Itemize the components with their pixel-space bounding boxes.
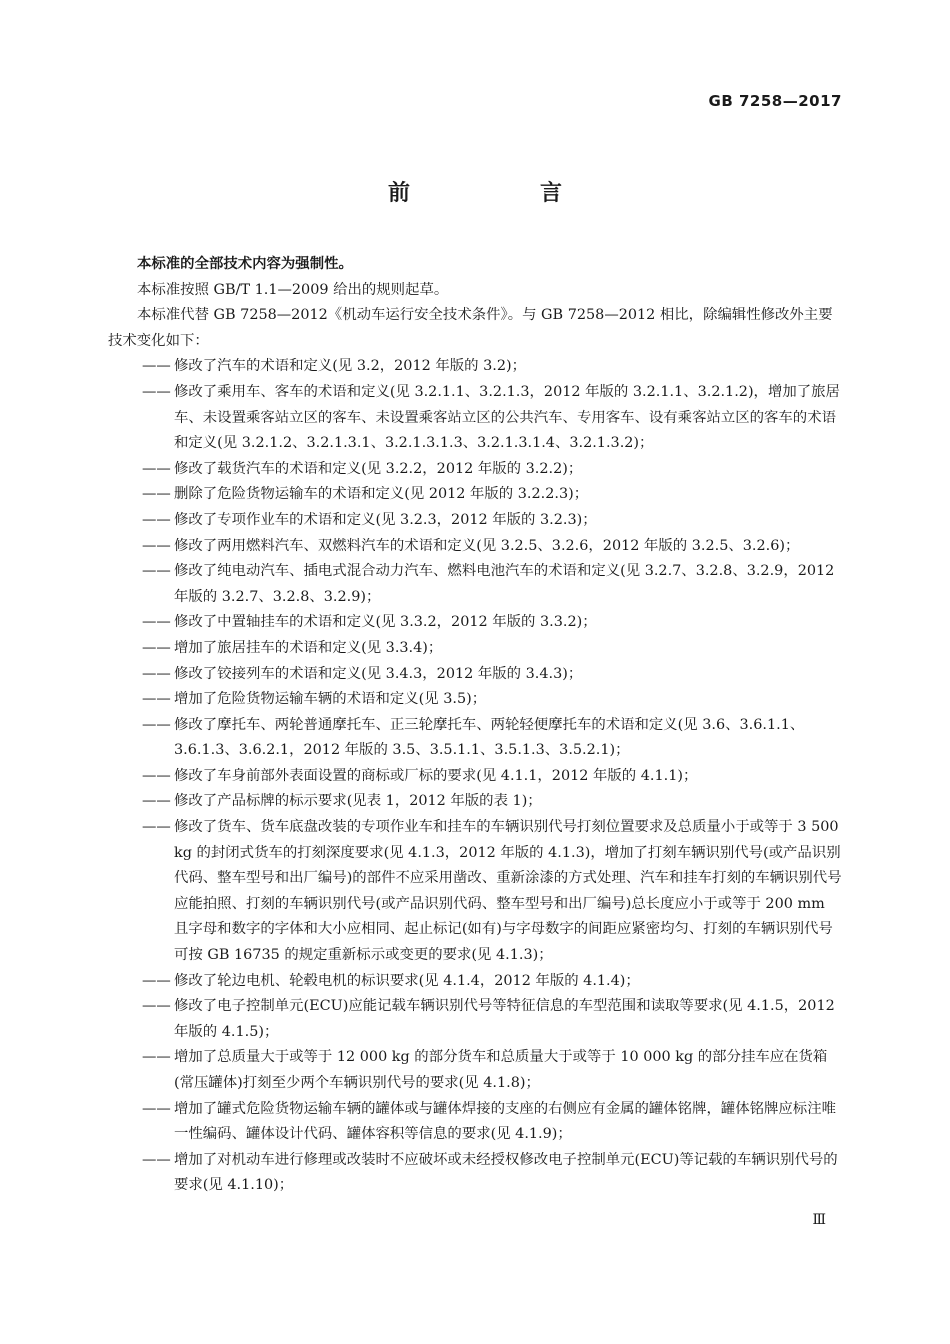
change-list-item (108, 662, 842, 688)
change-text: 修改了车身前部外表面设置的商标或厂标的要求(见 4.1.1，2012 年版的 4.1.1)； (174, 767, 698, 784)
list-dash: —— (142, 793, 171, 810)
list-dash: —— (142, 1100, 171, 1117)
change-list-item (108, 994, 842, 1045)
change-text: 修改了载货汽车的术语和定义(见 3.2.2，2012 年版的 3.2.2)； (174, 460, 583, 477)
change-list-item (108, 1097, 842, 1148)
change-text: 删除了危险货物运输车的术语和定义(见 2012 年版的 3.2.2.3)； (174, 486, 589, 503)
change-list-item (108, 789, 842, 815)
list-dash: —— (142, 716, 171, 733)
change-list-item (108, 559, 842, 610)
list-dash: —— (142, 511, 171, 528)
change-list-item (108, 1148, 842, 1199)
change-text: 修改了中置轴挂车的术语和定义(见 3.3.2，2012 年版的 3.3.2)； (174, 614, 597, 631)
change-text: 修改了乘用车、客车的术语和定义(见 3.2.1.1、3.2.1.3，2012 年版的 3.2.1.1、3.2.1.2)，增加了旅居车、未设置乘客站立区的客车、未设置乘客站立区的公共汽车、专用客车、设有乘客站立区的客车的术语和定义(见 3.2.1.2、3.2.1.3.1、3.2.1.3.1.3、3.2.1.3.1.4、3.2.1.3.2)； (174, 383, 840, 452)
list-dash: —— (142, 998, 171, 1015)
list-dash: —— (142, 383, 171, 400)
change-text: 修改了专项作业车的术语和定义(见 3.2.3，2012 年版的 3.2.3)； (174, 511, 597, 528)
list-dash: —— (142, 563, 171, 580)
change-list-item (108, 815, 842, 969)
change-text: 修改了纯电动汽车、插电式混合动力汽车、燃料电池汽车的术语和定义(见 3.2.7、3.2.8、3.2.9，2012 年版的 3.2.7、3.2.8、3.2.9)； (174, 563, 835, 605)
change-text: 修改了铰接列车的术语和定义(见 3.4.3，2012 年版的 3.4.3)； (174, 665, 583, 682)
change-text: 增加了对机动车进行修理或改装时不应破坏或未经授权修改电子控制单元(ECU)等记载的车辆识别代号的要求(见 4.1.10)； (174, 1151, 838, 1194)
change-list-item (108, 457, 842, 483)
list-dash: —— (142, 665, 171, 682)
change-list-item (108, 380, 842, 457)
change-list-item (108, 636, 842, 662)
list-dash: —— (142, 614, 171, 631)
change-text: 增加了罐式危险货物运输车辆的罐体或与罐体焊接的支座的右侧应有金属的罐体铭牌，罐体铭牌应标注唯一性编码、罐体设计代码、罐体容积等信息的要求(见 4.1.9)； (174, 1100, 836, 1143)
change-list-item (108, 1045, 842, 1096)
page-number: Ⅲ (812, 1212, 826, 1228)
list-dash: —— (142, 767, 171, 784)
change-text: 修改了货车、货车底盘改装的专项作业车和挂车的车辆识别代号打刻位置要求及总质量小于或等于 3 500 kg 的封闭式货车的打刻深度要求(见 4.1.3，2012 年版的 4.1.3)，增加了打刻车辆识别代号(或产品识别代码、整车型号和出厂编号)的部件不应采用凿改、重新涂漆的方式处理、汽车和挂车打刻的车辆识别代号应能拍照、打刻的车辆识别代号(或产品识别代码、整车型号和出厂编号)总长度应小于或等于 200 mm 且字母和数字的字体和大小应相同、起止标记(如有)与字母数字的间距应紧密均匀、打刻的车辆识别代号可按 GB 16735 的规定重新标示或变更的要求(见 4.1.3)； (174, 819, 842, 964)
standard-code: GB 7258—2017 (708, 92, 842, 110)
list-dash: —— (142, 819, 171, 836)
change-text: 修改了产品标牌的标示要求(见表 1，2012 年版的表 1)； (174, 793, 542, 810)
list-dash: —— (142, 1151, 171, 1168)
change-text: 修改了两用燃料汽车、双燃料汽车的术语和定义(见 3.2.5、3.2.6，2012 年版的 3.2.5、3.2.6)； (174, 537, 800, 554)
document-body (108, 252, 842, 1199)
change-text: 修改了摩托车、两轮普通摩托车、正三轮摩托车、两轮轻便摩托车的术语和定义(见 3.6、3.6.1.1、3.6.1.3、3.6.2.1，2012 年版的 3.5、3.5.1.1、3.5.1.3、3.5.2.1)； (174, 716, 805, 759)
change-list-item (108, 713, 842, 764)
mandatory-statement: 本标准的全部技术内容为强制性。 (137, 256, 353, 272)
change-list-item (108, 687, 842, 713)
list-dash: —— (142, 972, 171, 989)
change-text: 增加了总质量大于或等于 12 000 kg 的部分货车和总质量大于或等于 10 000 kg 的部分挂车应在货箱(常压罐体)打刻至少两个车辆识别代号的要求(见 4.1.8)； (174, 1049, 828, 1091)
list-dash: —— (142, 486, 171, 503)
change-text: 修改了电子控制单元(ECU)应能记载车辆识别代号等特征信息的车型范围和读取等要求(见 4.1.5，2012 年版的 4.1.5)； (174, 998, 835, 1040)
replacement-paragraph: 本标准代替 GB 7258—2012《机动车运行安全技术条件》。与 GB 7258—2012 相比，除编辑性修改外主要技术变化如下： (108, 307, 833, 349)
list-dash: —— (142, 537, 171, 554)
change-list-item (108, 482, 842, 508)
change-list-item (108, 969, 842, 995)
page-title: 前 言 (387, 181, 616, 206)
change-list-item (108, 354, 842, 380)
list-dash: —— (142, 358, 171, 375)
drafting-rule-paragraph: 本标准按照 GB/T 1.1—2009 给出的规则起草。 (137, 281, 449, 298)
change-text: 增加了危险货物运输车辆的术语和定义(见 3.5)； (174, 691, 487, 708)
change-list-item (108, 764, 842, 790)
change-text: 修改了轮边电机、轮毂电机的标识要求(见 4.1.4，2012 年版的 4.1.4)； (174, 972, 640, 989)
change-list-item (108, 534, 842, 560)
list-dash: —— (142, 639, 171, 656)
list-dash: —— (142, 460, 171, 477)
change-text: 修改了汽车的术语和定义(见 3.2，2012 年版的 3.2)； (174, 358, 526, 375)
change-text: 增加了旅居挂车的术语和定义(见 3.3.4)； (174, 639, 443, 656)
list-dash: —— (142, 691, 171, 708)
list-dash: —— (142, 1049, 171, 1066)
change-list-item (108, 610, 842, 636)
change-list-item (108, 508, 842, 534)
